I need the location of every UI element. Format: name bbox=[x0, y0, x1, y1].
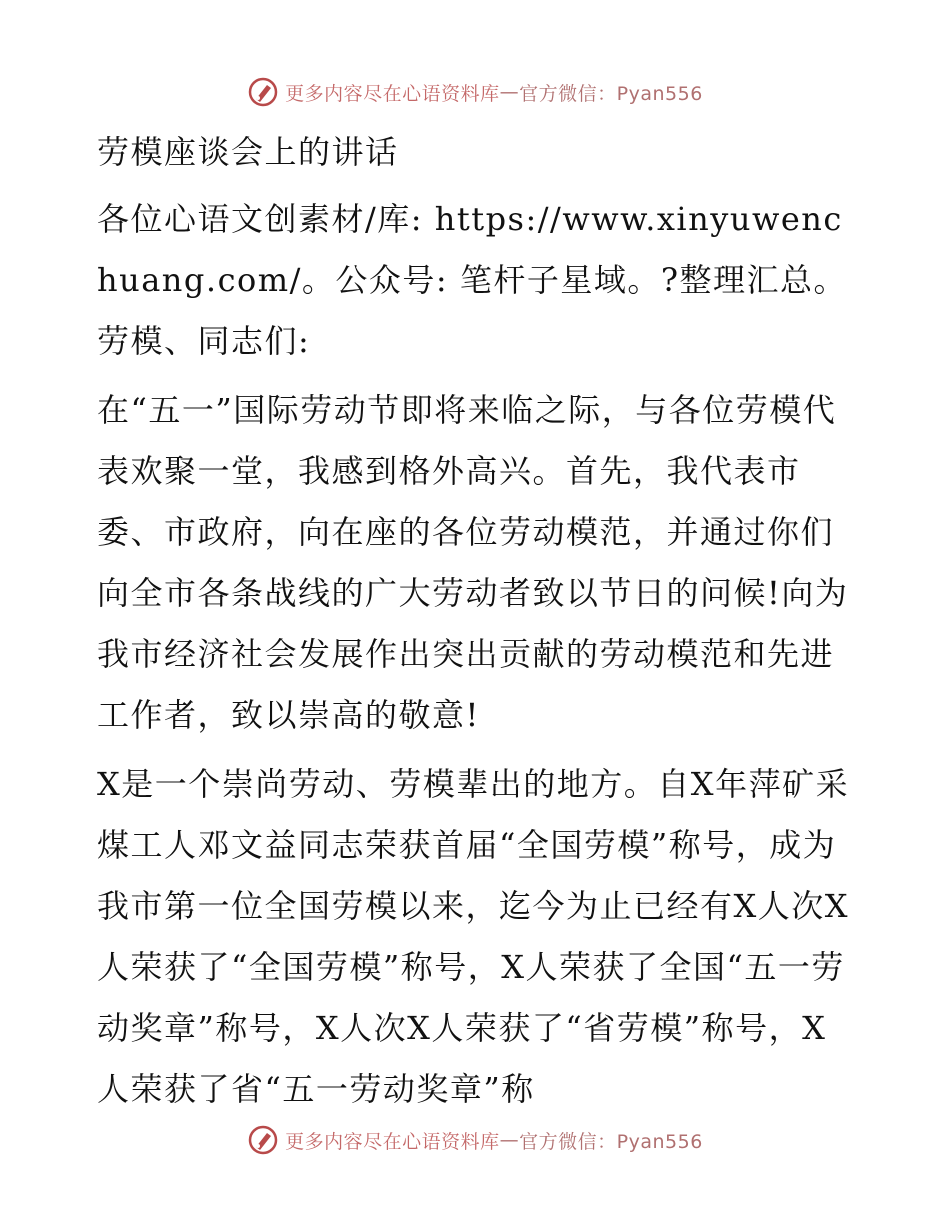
watermark-text: 更多内容尽在心语资料库 bbox=[285, 82, 500, 105]
watermark-wechat: 官方微信：Pyan556 bbox=[519, 1130, 703, 1153]
document-body bbox=[97, 122, 857, 1120]
watermark-text: 更多内容尽在心语资料库 bbox=[285, 1130, 500, 1153]
pen-logo-icon bbox=[247, 76, 279, 108]
body-paragraph-2: X是一个崇尚劳动、劳模辈出的地方。自X年萍矿采煤工人邓文益同志荣获首届“全国劳模”称号，成为我市第一位全国劳模以来，迄今为止已经有X人次X人荣获了“全国劳模”称号，X人荣获了全国“五一劳动奖章”称号，X人次X人荣获了“省劳模”称号，X人荣获了省“五一劳动奖章”称 bbox=[97, 765, 850, 1108]
header-watermark bbox=[0, 72, 950, 112]
pen-logo-icon bbox=[247, 1124, 279, 1156]
greeting-paragraph: 各位心语文创素材/库: https://www.xinyuwenchuang.com/。公众号: 笔杆子星域。?整理汇总。劳模、同志们: bbox=[97, 200, 847, 360]
watermark-wechat: 官方微信：Pyan556 bbox=[519, 82, 703, 105]
document-title: 劳模座谈会上的讲话 bbox=[97, 133, 399, 171]
watermark-dash: — bbox=[499, 1129, 520, 1151]
body-paragraph-1: 在“五一”国际劳动节即将来临之际，与各位劳模代表欢聚一堂，我感到格外高兴。首先，我代表市委、市政府，向在座的各位劳动模范，并通过你们向全市各条战线的广大劳动者致以节日的问候!向为我市经济社会发展作出突出贡献的劳动模范和先进工作者，致以崇高的敬意! bbox=[97, 391, 849, 734]
watermark-dash: — bbox=[499, 81, 520, 103]
footer-watermark bbox=[0, 1120, 950, 1160]
